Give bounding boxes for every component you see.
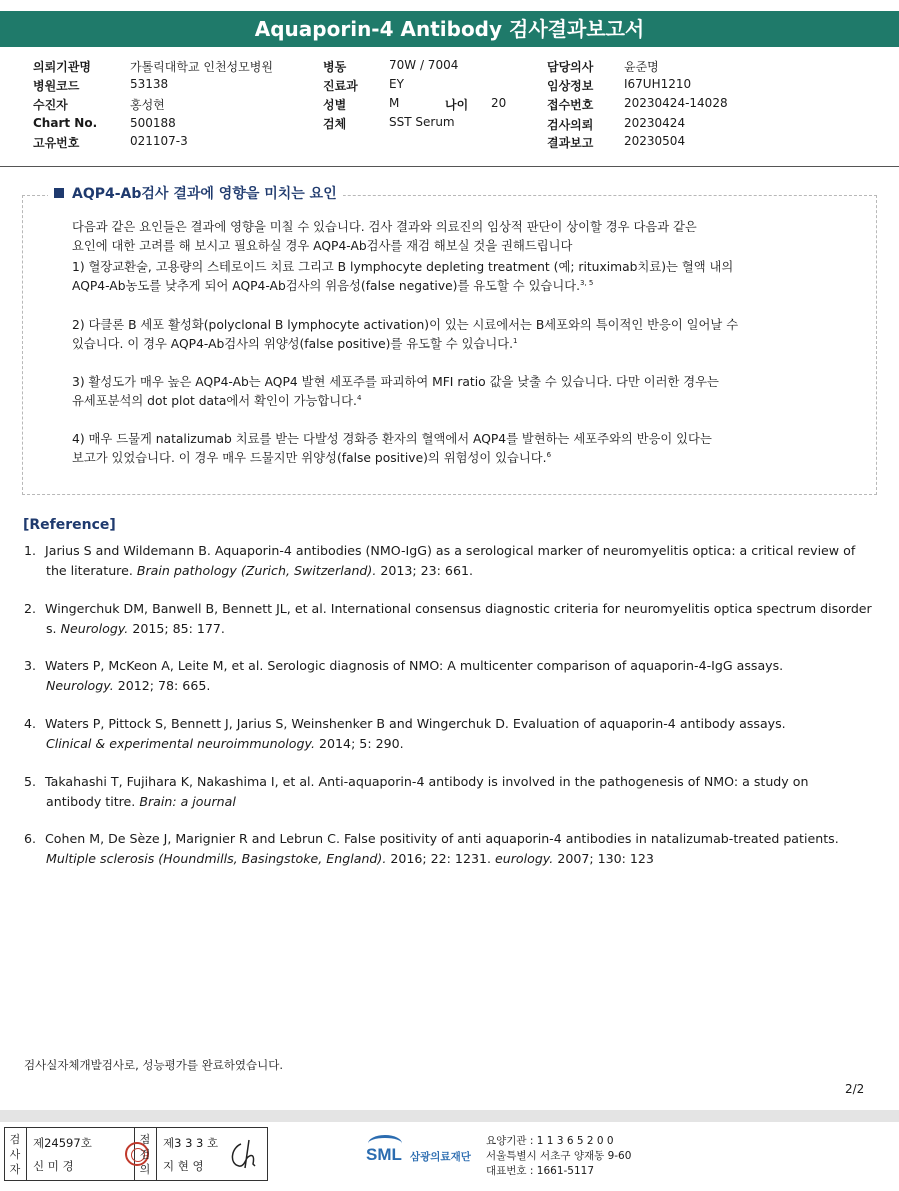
footer-band [0, 1110, 899, 1122]
verifier-name: 지 현 영 [163, 1159, 204, 1173]
reference-citation: 2013; 23: 661. [380, 563, 473, 578]
receipt-label: 접수번호 [547, 98, 594, 112]
clinical-value: I67UH1210 [624, 77, 692, 91]
chart-value: 500188 [130, 116, 176, 130]
sex-value: M [389, 96, 400, 110]
tester-name: 신 미 경 [33, 1159, 74, 1173]
org-name: 삼광의료재단 [410, 1151, 471, 1163]
square-bullet-icon [54, 188, 64, 198]
factor-1-citation: 3, 5 [580, 279, 594, 287]
reference-citation: 2012; 78: 665. [117, 678, 211, 693]
reference-text-cont: antibody titre. [46, 794, 136, 809]
factors-intro-line-2: 요인에 대한 고려를 해 보시고 필요하실 경우 AQP4-Ab검사를 재검 해보실 것을 권해드립니다 [72, 239, 573, 253]
age-label: 나이 [445, 98, 469, 112]
reference-item-1 [24, 541, 899, 581]
reference-number: 1. [24, 543, 37, 558]
specimen-value: SST Serum [389, 115, 455, 129]
reference-number: 6. [24, 831, 37, 846]
reference-text: Takahashi T, Fujihara K, Nakashima I, et al. Anti-aquaporin-4 antibody is involved in the pathogenesis of NMO: a study on [45, 774, 809, 789]
reference-text-cont: s. [46, 621, 57, 636]
reference-journal: Neurology. [60, 621, 129, 636]
factor-4-citation: 6 [546, 451, 552, 459]
reference-journal: Brain pathology (Zurich, Switzerland). [136, 563, 377, 578]
factor-2-line-1: 2) 다클론 B 세포 활성화(polyclonal B lymphocyte activation)이 있는 시료에서는 B세포와의 특이적인 반응이 일어날 수 [72, 318, 739, 332]
header-divider [0, 166, 899, 167]
factor-4-line-1: 4) 매우 드물게 natalizumab 치료를 받는 다발성 경화증 환자의 혈액에서 AQP4를 발현하는 세포주와의 반응이 있다는 [72, 432, 712, 446]
factor-2-line-2 [72, 335, 852, 355]
ward-label: 병동 [323, 60, 347, 74]
reference-text: Cohen M, De Sèze J, Marignier R and Lebrun C. False positivity of anti aquaporin-4 antibodies in natalizumab-treated patients. [45, 831, 839, 846]
reference-item-5 [24, 772, 899, 812]
reference-item-4 [24, 714, 899, 754]
reference-citation: 2016; 22: 1231. [390, 851, 491, 866]
reference-citation-2: 2007; 130: 123 [557, 851, 654, 866]
reference-number: 2. [24, 601, 37, 616]
verifier-label: 점검의 [139, 1133, 151, 1176]
reference-text: Wingerchuk DM, Banwell B, Bennett JL, et al. International consensus diagnostic criteria for neuromyelitis optica spectrum disorder [45, 601, 872, 616]
factor-3-citation: 4 [356, 394, 362, 402]
factors-intro-line-1: 다음과 같은 요인들은 결과에 영향을 미칠 수 있습니다. 검사 결과와 의료진의 임상적 판단이 상이할 경우 다음과 같은 [72, 220, 697, 234]
reference-text-cont: the literature. [46, 563, 133, 578]
ward-value: 70W / 7004 [389, 58, 459, 72]
request-value: 20230424 [624, 116, 686, 130]
tester-license: 제24597호 [33, 1136, 92, 1150]
factor-1-text: AQP4-Ab농도를 낮추게 되어 AQP4-Ab검사의 위음성(false negative)를 유도할 수 있습니다. [72, 279, 581, 293]
reference-journal: Clinical & experimental neuroimmunology. [46, 736, 315, 751]
org-phone: 대표번호 : 1661-5117 [486, 1165, 595, 1177]
unique-value: 021107-3 [130, 134, 188, 148]
validation-note: 검사실자체개발검사로, 성능평가를 완료하였습니다. [24, 1058, 284, 1072]
reference-item-2 [24, 599, 899, 639]
dept-label: 진료과 [323, 79, 358, 93]
sml-logo [366, 1133, 484, 1177]
reference-number: 3. [24, 658, 37, 673]
age-value: 20 [491, 96, 507, 110]
chart-label: Chart No. [33, 116, 98, 130]
reference-number: 4. [24, 716, 37, 731]
doctor-value: 윤준명 [624, 60, 659, 74]
report-title: Aquaporin-4 Antibody 검사결과보고서 [0, 11, 899, 47]
org-code: 요양기관 : 1 1 3 6 5 2 0 0 [486, 1135, 614, 1147]
institution-value: 가톨릭대학교 인천성모병원 [130, 60, 273, 74]
reference-journal: Brain: a journal [139, 794, 236, 809]
org-info [486, 1134, 631, 1179]
doctor-label: 담당의사 [547, 60, 594, 74]
reference-text: Jarius S and Wildemann B. Aquaporin-4 antibodies (NMO-IgG) as a serological marker of neuromyelitis optica: a critical review of [45, 543, 856, 558]
reference-citation: 2015; 85: 177. [132, 621, 225, 636]
reference-number: 5. [24, 774, 37, 789]
reference-text: Waters P, McKeon A, Leite M, et al. Serologic diagnosis of NMO: A multicenter comparison of aquaporin-4-IgG assays. [45, 658, 784, 673]
factor-4-text: 보고가 있었습니다. 이 경우 매우 드물지만 위양성(false positive)의 위험성이 있습니다. [72, 451, 547, 465]
institution-label: 의뢰기관명 [33, 60, 91, 74]
tester-label-cell [5, 1128, 27, 1180]
reference-item-6 [24, 829, 899, 869]
report-value: 20230504 [624, 134, 686, 148]
factors-heading-text: AQP4-Ab검사 결과에 영향을 미치는 요인 [72, 186, 337, 202]
unique-label: 고유번호 [33, 136, 80, 150]
reference-citation: 2014; 5: 290. [319, 736, 404, 751]
factor-3-line-1: 3) 활성도가 매우 높은 AQP4-Ab는 AQP4 발현 세포주를 파괴하여 MFI ratio 값을 낮출 수 있습니다. 다만 이러한 경우는 [72, 375, 719, 389]
sex-label: 성별 [323, 98, 347, 112]
factor-2-citation: 1 [513, 337, 518, 345]
patient-label: 수진자 [33, 98, 68, 112]
page-number: 2/2 [845, 1082, 865, 1096]
patient-value: 홍성현 [130, 98, 165, 112]
verifier-signature-icon [227, 1136, 263, 1172]
report-label: 결과보고 [547, 136, 594, 150]
reference-heading: [Reference] [23, 517, 116, 533]
tester-label: 검사자 [9, 1133, 21, 1176]
factor-4-line-2 [72, 449, 852, 469]
tester-cell [27, 1128, 135, 1180]
clinical-label: 임상정보 [547, 79, 594, 93]
reference-journal: Neurology. [46, 678, 114, 693]
verifier-license: 제3 3 3 호 [163, 1136, 219, 1150]
verifier-label-cell [135, 1128, 157, 1180]
signature-box [4, 1127, 268, 1181]
factor-3-text: 유세포분석의 dot plot data에서 확인이 가능합니다. [72, 394, 357, 408]
verifier-cell [157, 1128, 267, 1180]
patient-info-header [0, 54, 899, 166]
org-address: 서울특별시 서초구 양재동 9-60 [486, 1150, 632, 1162]
logo-text: SML [366, 1145, 402, 1164]
reference-journal-2: eurology. [495, 851, 554, 866]
factor-3-line-2 [72, 392, 852, 412]
reference-item-3 [24, 656, 899, 696]
reference-text: Waters P, Pittock S, Bennett J, Jarius S, Weinshenker B and Wingerchuk D. Evaluation of aquaporin-4 antibody assays. [45, 716, 786, 731]
factor-1-line-2 [72, 277, 852, 297]
dept-value: EY [389, 77, 404, 91]
reference-journal: Multiple sclerosis (Houndmills, Basingstoke, England). [46, 851, 387, 866]
specimen-label: 검체 [323, 117, 347, 131]
hospital-code-value: 53138 [130, 77, 169, 91]
request-label: 검사의뢰 [547, 118, 594, 132]
factor-2-text: 있습니다. 이 경우 AQP4-Ab검사의 위양성(false positive)를 유도할 수 있습니다. [72, 337, 514, 351]
receipt-value: 20230424-14028 [624, 96, 728, 110]
factors-heading [48, 183, 343, 203]
factor-1-line-1: 1) 혈장교환술, 고용량의 스테로이드 치료 그리고 B lymphocyte depleting treatment (예; rituximab치료)는 혈액 내의 [72, 260, 734, 274]
hospital-code-label: 병원코드 [33, 79, 80, 93]
